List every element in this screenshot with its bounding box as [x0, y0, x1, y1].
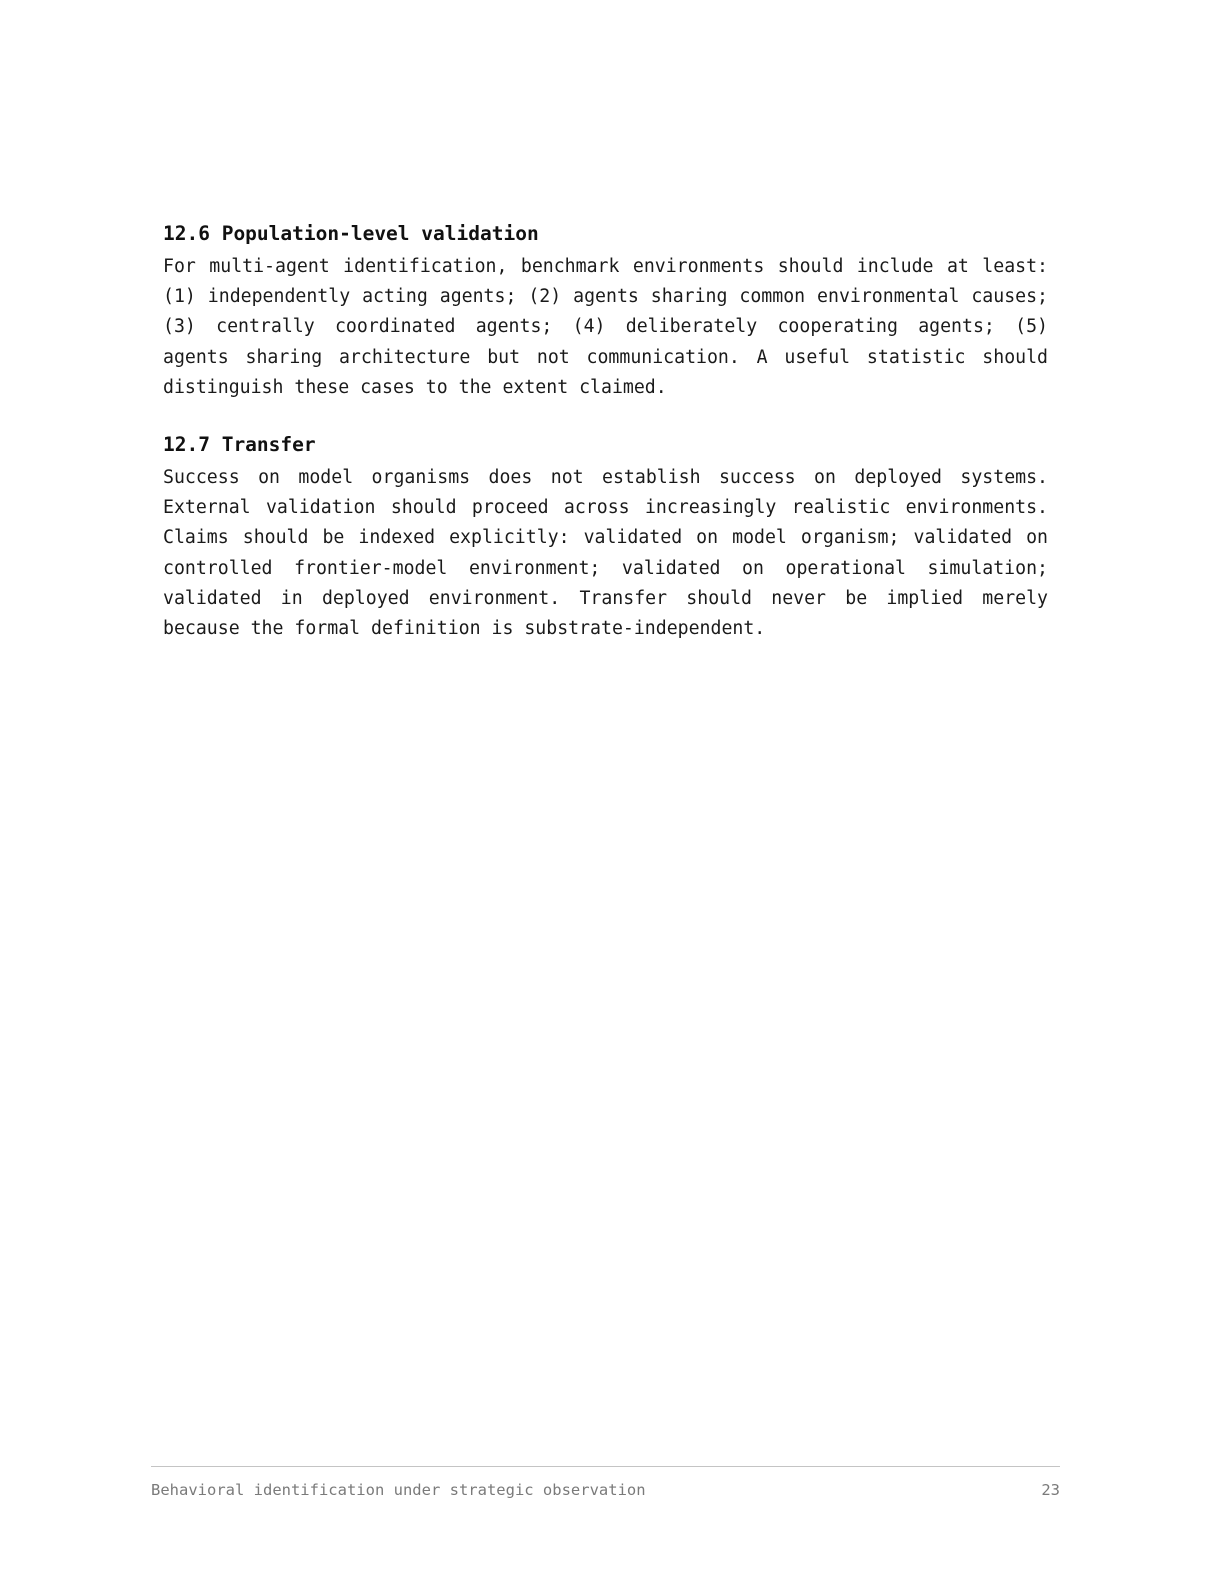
- section-transfer: [163, 431, 1048, 644]
- section-paragraph: For multi-agent identification, benchmark environments should include at least: (1) independently acting agents; (2) agents sharing common environmental causes; (3) centrally coordinated agents; (4) deliberately cooperating agents; (5) agents sharing architecture but not communication. A useful statistic should distinguish these cases to the extent claimed.: [163, 256, 1048, 398]
- section-population-level-validation: [163, 220, 1048, 403]
- page-content: [163, 220, 1048, 672]
- section-paragraph: Success on model organisms does not establish success on deployed systems. External validation should proceed across increasingly realistic environments. Claims should be indexed explicitly: validated on model organism; validated on controlled frontier-model environment; validated on operational simulation; validated in deployed environment. Transfer should never be implied merely because the formal definition is substrate-independent.: [163, 467, 1048, 640]
- page-footer: [151, 1466, 1060, 1500]
- section-heading: 12.7 Transfer: [163, 433, 316, 457]
- section-heading: 12.6 Population-level validation: [163, 222, 539, 245]
- running-title: Behavioral identification under strategic observation: [151, 1481, 646, 1499]
- page-number: 23: [1041, 1481, 1060, 1499]
